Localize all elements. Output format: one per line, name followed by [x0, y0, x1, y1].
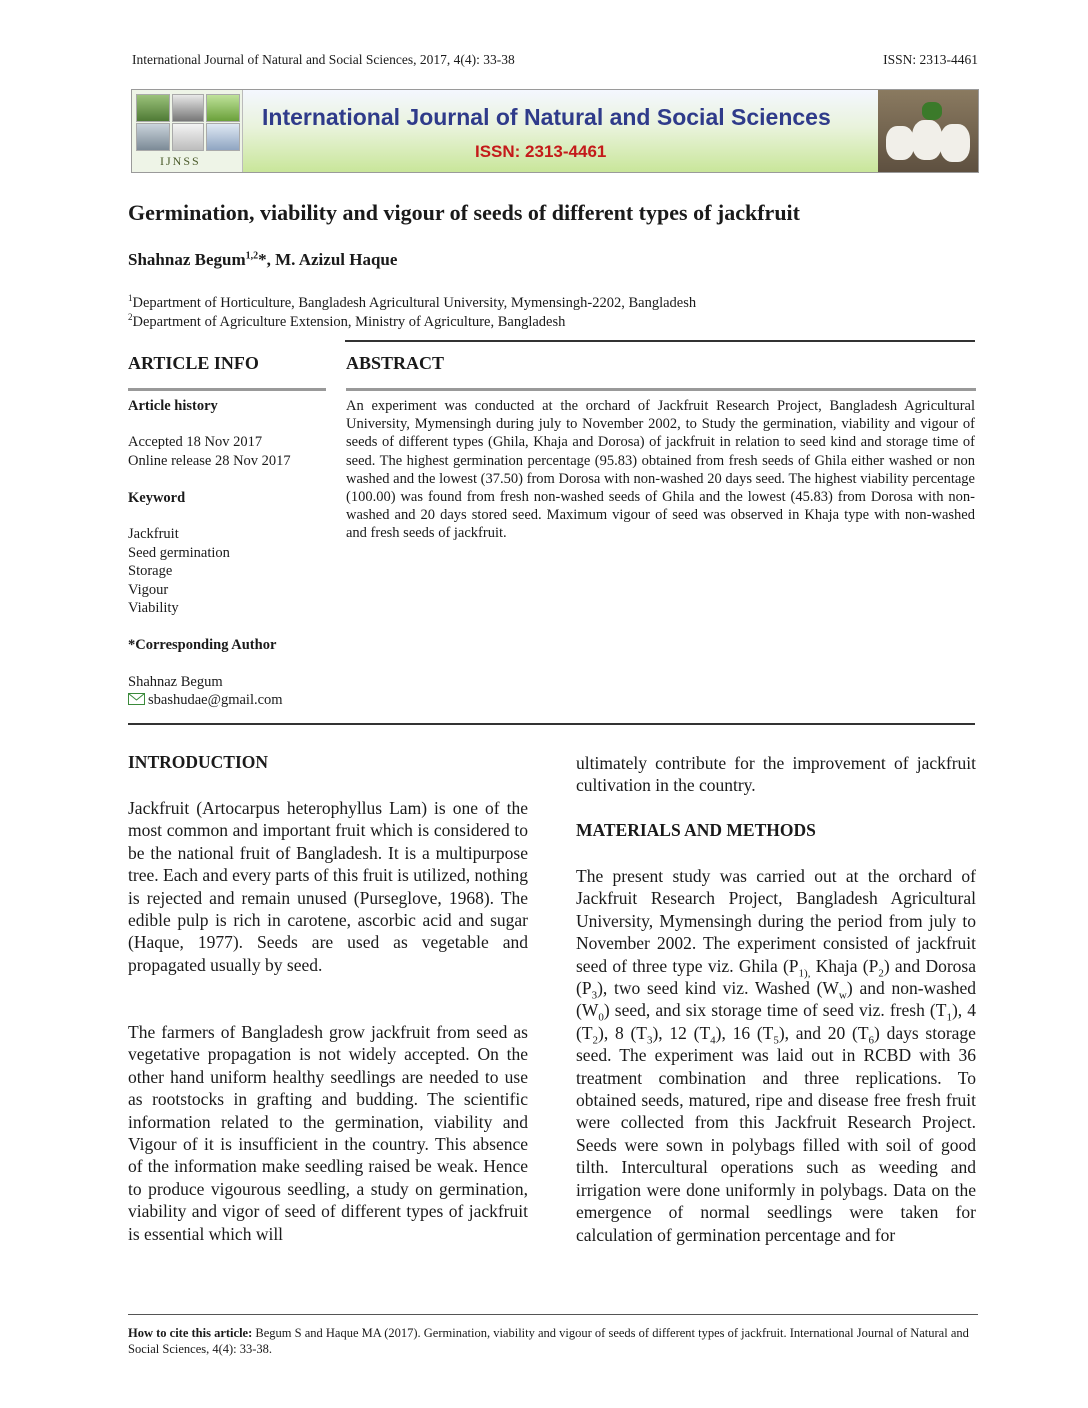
fish-thumbnail — [136, 123, 170, 151]
keyword-heading: Keyword — [128, 490, 186, 506]
divider — [346, 388, 976, 391]
plants-thumbnail — [136, 94, 170, 122]
banner-journal-title: International Journal of Natural and Social Sciences — [262, 104, 831, 130]
methods-heading: MATERIALS AND METHODS — [576, 820, 816, 840]
sheep-photo — [878, 90, 978, 172]
running-header-left: International Journal of Natural and Social Sciences, 2017, 4(4): 33-38 — [132, 52, 515, 67]
affiliation-number: 1 — [128, 293, 133, 303]
divider — [345, 340, 975, 342]
affiliation-text: Department of Agriculture Extension, Ministry of Agriculture, Bangladesh — [132, 313, 566, 330]
affiliation-2 — [128, 312, 565, 331]
journal-abbreviation: IJNSS — [160, 154, 201, 168]
envelope-icon — [128, 693, 145, 705]
keyword-item: Storage — [128, 563, 173, 579]
divider — [128, 388, 326, 391]
introduction-paragraph-2: The farmers of Bangladesh grow jackfruit from seed as vegetative propagation is not widely accepted. On the other hand uniform healthy seedlings are needed to use as rootstocks in grafting and budding. The scientific information related to the germination, viability and Vigour of it is insufficient in the country. This absence of the information make seedling raised be weak. Hence to produce vigourous seedling, a study on germination, viability and vigor of seed of different types of jackfruit is essential which will — [128, 1022, 528, 1244]
online-release-date: Online release 28 Nov 2017 — [128, 453, 291, 469]
abstract-heading: ABSTRACT — [346, 353, 445, 373]
affiliation-marker: 1,2 — [245, 250, 259, 262]
footer-divider — [128, 1314, 978, 1315]
journal-banner — [131, 89, 979, 173]
article-info-heading: ARTICLE INFO — [128, 353, 259, 373]
introduction-paragraph-1: Jackfruit (Artocarpus heterophyllus Lam) is one of the most common and important fruit which is considered to be the national fruit of Bangladesh. It is a multipurpose tree. Each and every parts of this fruit is utilized, nothing is rejected and remain unused (Purseglove, 1968). The edible pulp is rich in carotene, ascorbic acid and sugar (Haque, 1977). Seeds are used as vegetable and propagated usually by seed. — [128, 798, 528, 975]
lab-thumbnail — [206, 123, 240, 151]
citation-text: Begum S and Haque MA (2017). Germination, viability and vigour of seeds of different types of jackfruit. International Journal of Natural and Social Sciences, 4(4): 33-38. — [128, 1326, 969, 1356]
accepted-date: Accepted 18 Nov 2017 — [128, 434, 263, 450]
introduction-heading: INTRODUCTION — [128, 752, 269, 772]
keyword-item: Seed germination — [128, 545, 230, 561]
keyword-item: Jackfruit — [128, 526, 179, 542]
molecule-thumbnail — [172, 123, 204, 151]
author-name: M. Azizul Haque — [275, 250, 398, 269]
banner-left-collage — [132, 90, 243, 172]
affiliation-number: 2 — [128, 312, 133, 322]
email-address[interactable]: sbashudae@gmail.com — [148, 692, 283, 708]
introduction-paragraph-2-continued: ultimately contribute for the improvement of jackfruit cultivation in the country. — [576, 753, 976, 796]
corresponding-author-name: Shahnaz Begum — [128, 674, 223, 690]
affiliation-text: Department of Horticulture, Bangladesh Agricultural University, Mymensingh-2202, Bangladesh — [132, 294, 697, 311]
author-list — [128, 250, 397, 270]
keyword-item: Viability — [128, 600, 179, 616]
paper-title: Germination, viability and vigour of seeds of different types of jackfruit — [128, 200, 800, 225]
divider — [128, 723, 975, 725]
abstract-text: An experiment was conducted at the orchard of Jackfruit Research Project, Bangladesh Agricultural University, Mymensingh during july to November 2002, to Study the germination, viability and vigour of seeds of different types (Ghila, Khaja and Dorosa) of jackfruit in relation to seed kind and storage time of seed. The highest germination percentage (95.83) obtained from fresh seeds of Ghila either washed or non washed and the lowest (37.50) from Dorosa with non-washed 20 days seed. The highest viability percentage (100.00) was found from fresh non-washed seeds of Ghila and the lowest (45.83) from Dorosa with non-washed and 20 days stored seed. Maximum vigour of seed was observed in Khaja type with non-washed and fresh seeds of jackfruit. — [346, 398, 975, 542]
keyword-item: Vigour — [128, 582, 169, 598]
running-header-issn: ISSN: 2313-4461 — [883, 52, 978, 67]
methods-paragraph: The present study was carried out at the orchard of Jackfruit Research Project, Bangladesh Agricultural University, Mymensingh during the period from july to November 2002. The experiment consisted of jackfruit seed of three type viz. Ghila ($P_{1),}$ Khaja $(P_2)$ and Dorosa $(P_3)$, two seed kind viz. Washed $(W_w)$ and non-washed $(W_0)$ seed, and six storage time of seed viz. fresh $(T_1)$, 4 $(T_2)$, 8 $(T_3)$, 12 $(T_4)$, 16 $(T_5)$, and 20 $(T_6)$ days storage seed. The experiment was laid out in RCBD with 36 treatment combination and three replications. To obtained seeds, matured, ripe and disease free fresh fruit were collected from this Jackfruit Research Project. Seeds were sown in polybags filled with soil of good tilth. Intercultural operations such as weeding and irrigation were done uniformly in polybags. Data on the emergence of normal seedlings were taken for calculation of germination percentage and for — [576, 866, 977, 1245]
corresponding-author-heading: *Corresponding Author — [128, 637, 277, 653]
article-history-heading: Article history — [128, 398, 218, 414]
citation-label: How to cite this article: — [128, 1326, 253, 1340]
vegetable-thumbnail — [206, 94, 240, 122]
corresponding-email[interactable] — [128, 692, 283, 709]
banner-issn: ISSN: 2313-4461 — [475, 142, 607, 161]
animals-thumbnail — [172, 94, 204, 122]
citation-footer — [128, 1325, 974, 1357]
affiliation-1 — [128, 293, 696, 312]
corresponding-marker: *, — [258, 250, 271, 269]
author-name: Shahnaz Begum — [128, 250, 246, 269]
